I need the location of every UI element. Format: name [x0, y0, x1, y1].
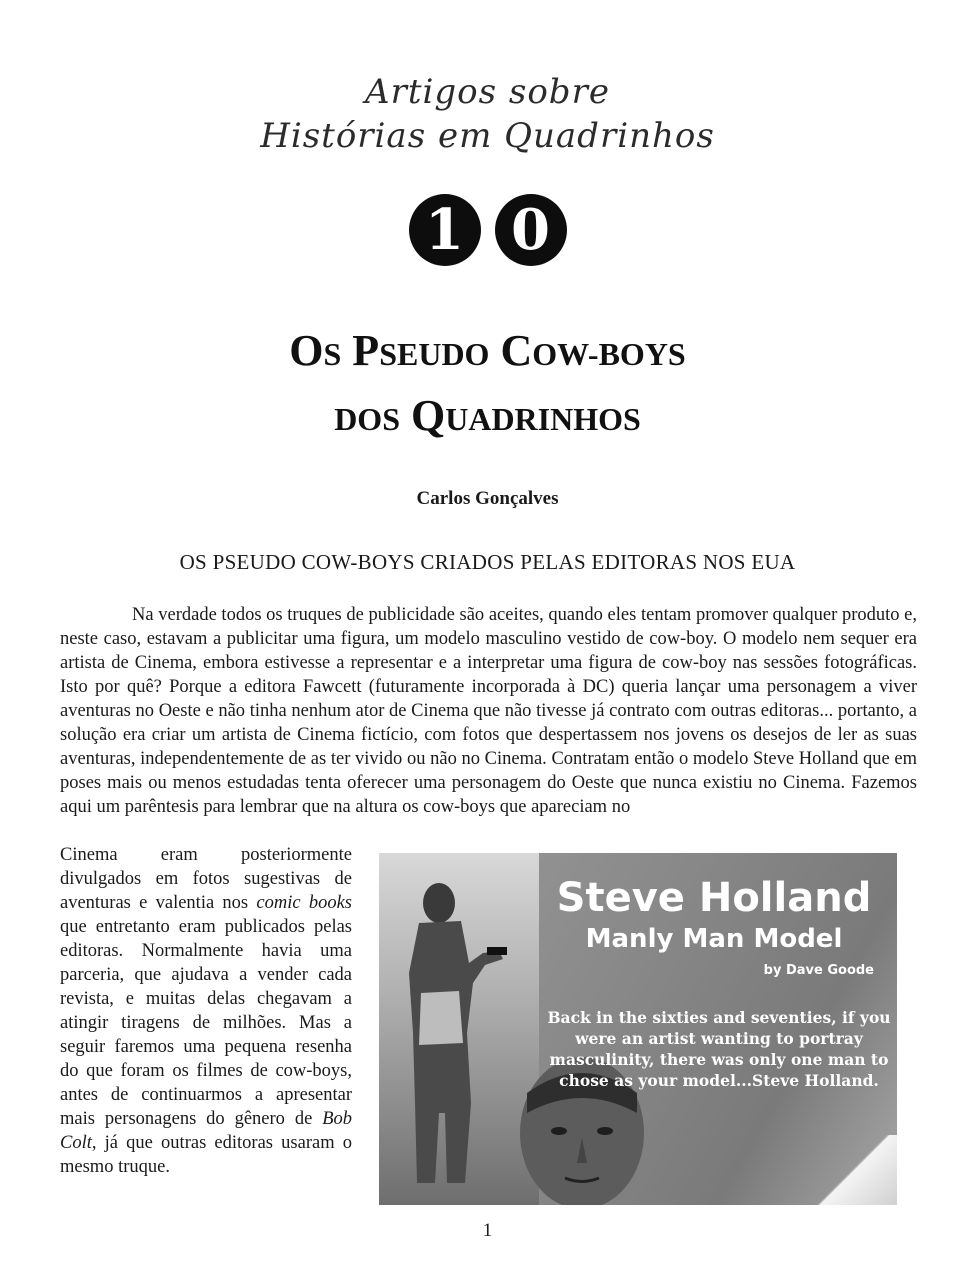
figure-byline: by Dave Goode	[763, 963, 874, 978]
title-letters: OW-BOYS	[532, 336, 686, 372]
title-letter: O	[289, 326, 324, 375]
text-run: , já que outras editoras usaram o mesmo truque.	[60, 1133, 352, 1177]
text-run: Cinema eram posteriormente divulgados em fotos sugestivas de aventuras e valentia nos	[60, 845, 352, 913]
series-title	[0, 70, 975, 158]
steve-holland-image	[379, 853, 897, 1205]
figure-subtitle: Manly Man Model	[585, 924, 843, 954]
title-letter: C	[500, 326, 533, 375]
issue-number	[0, 194, 975, 266]
title-letters: SEUDO	[379, 336, 490, 372]
figure-title: Steve Holland	[556, 875, 872, 921]
italic-term: comic books	[256, 893, 352, 913]
section-heading: OS PSEUDO COW-BOYS CRIADOS PELAS EDITORAS NOS EUA	[179, 550, 796, 574]
title-letter: P	[352, 326, 380, 375]
title-letters: UADRINHOS	[445, 401, 641, 437]
figure-description: Back in the sixties and seventies, if you were an artist wanting to portray masculinity, there was only one man to chose as your model...Steve Holland.	[547, 1008, 891, 1090]
title-letter: Q	[410, 391, 446, 440]
text-run: que entretanto eram publicados pelas editoras. Normalmente havia uma parceria, que ajudava a vender cada revista, e muitas delas chegavam a atingir tiragens de milhões. Mas a seguir faremos uma pequena resenha do que foram os filmes de cow-boys, antes de continuarmos a apresentar mais personagens do gênero de	[60, 917, 352, 1129]
body-column-text	[60, 843, 352, 1179]
title-line-1	[0, 320, 975, 385]
title-letters: S	[323, 336, 342, 372]
title-letters: DOS	[334, 401, 400, 437]
title-line-2	[0, 385, 975, 450]
italic-term: Bob Colt	[60, 1109, 352, 1153]
series-line-2: Histórias em Quadrinhos	[260, 116, 715, 156]
page-number: 1	[482, 1220, 493, 1241]
issue-digit-badge: 1	[409, 194, 481, 266]
page-curl-decoration	[807, 1135, 897, 1205]
body-paragraph: Na verdade todos os truques de publicidade são aceites, quando eles tentam promover qualquer produto e, neste caso, estavam a publicitar uma figura, um modelo masculino vestido de cow-boy. O modelo nem sequer era artista de Cinema, embora estivesse a representar e a interpretar uma figura de cow-boy nas sessões fotográficas. Isto por quê? Porque a editora Fawcett (futuramente incorporada à DC) queria lançar uma personagem a viver aventuras no Oeste e não tinha nenhum ator de Cinema que não tivesse já contrato com outras editoras... portanto, a solução era criar um artista de Cinema fictício, com fotos que despertassem nos jovens os desejos de ler as suas aventuras, independentemente de as ter vivido ou não no Cinema. Contratam então o modelo Steve Holland que em poses mais ou menos estudadas tenta oferecer uma personagem do Oeste que nunca existiu no Cinema. Fazemos aqui um parêntesis para lembrar que na altura os cow-boys que apareciam no	[60, 605, 917, 817]
author-name: Carlos Gonçalves	[416, 488, 559, 509]
issue-digit-badge: 0	[495, 194, 567, 266]
article-title	[0, 320, 975, 450]
series-line-1: Artigos sobre	[365, 72, 610, 112]
